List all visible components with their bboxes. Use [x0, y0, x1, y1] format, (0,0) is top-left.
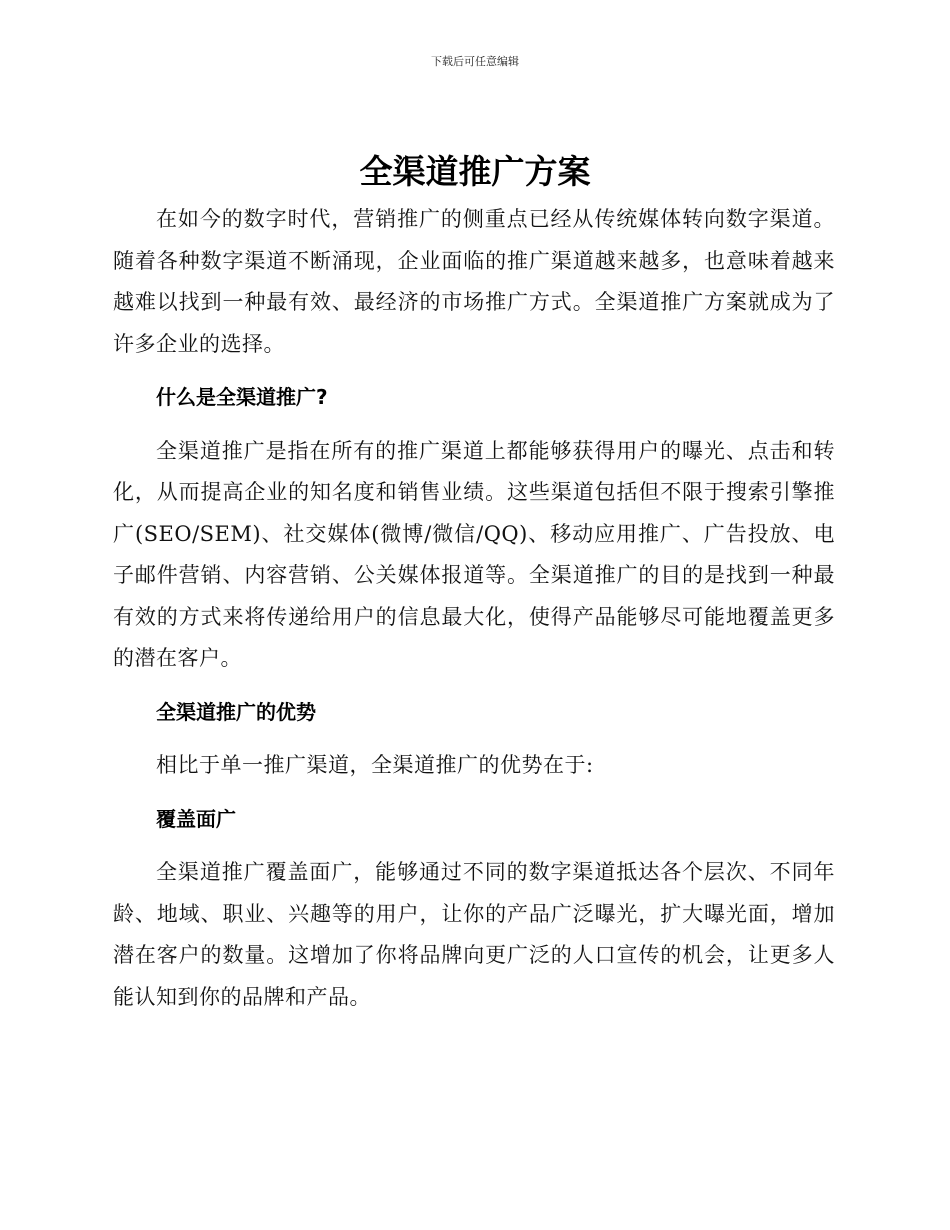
- what-paragraph: 全渠道推广是指在所有的推广渠道上都能够获得用户的曝光、点击和转化，从而提高企业的知名度和销售业绩。这些渠道包括但不限于搜索引擎推广(SEO/SEM)、社交媒体(微博/微信/QQ)、移动应用推广、广告投放、电子邮件营销、内容营销、公关媒体报道等。全渠道推广的目的是找到一种最有效的方式来将传递给用户的信息最大化，使得产品能够尽可能地覆盖更多的潜在客户。: [113, 438, 835, 670]
- document-body: [113, 199, 835, 1018]
- coverage-paragraph: 全渠道推广覆盖面广，能够通过不同的数字渠道抵达各个层次、不同年龄、地域、职业、兴趣等的用户，让你的产品广泛曝光，扩大曝光面，增加潜在客户的数量。这增加了你将品牌向更广泛的人口宣传的机会，让更多人能认知到你的品牌和产品。: [113, 860, 835, 1009]
- section-heading-coverage: 覆盖面广: [156, 806, 236, 831]
- page-header-note: 下载后可任意编辑: [431, 55, 519, 68]
- advantage-intro-paragraph: 相比于单一推广渠道，全渠道推广的优势在于:: [156, 753, 594, 777]
- section-heading-what: 什么是全渠道推广?: [156, 385, 328, 409]
- document-title: 全渠道推广方案: [359, 152, 591, 191]
- section-heading-advantage: 全渠道推广的优势: [156, 699, 316, 724]
- intro-paragraph: 在如今的数字时代，营销推广的侧重点已经从传统媒体转向数字渠道。随着各种数字渠道不断涌现，企业面临的推广渠道越来越多，也意味着越来越难以找到一种最有效、最经济的市场推广方式。全渠道推广方案就成为了许多企业的选择。: [113, 207, 835, 356]
